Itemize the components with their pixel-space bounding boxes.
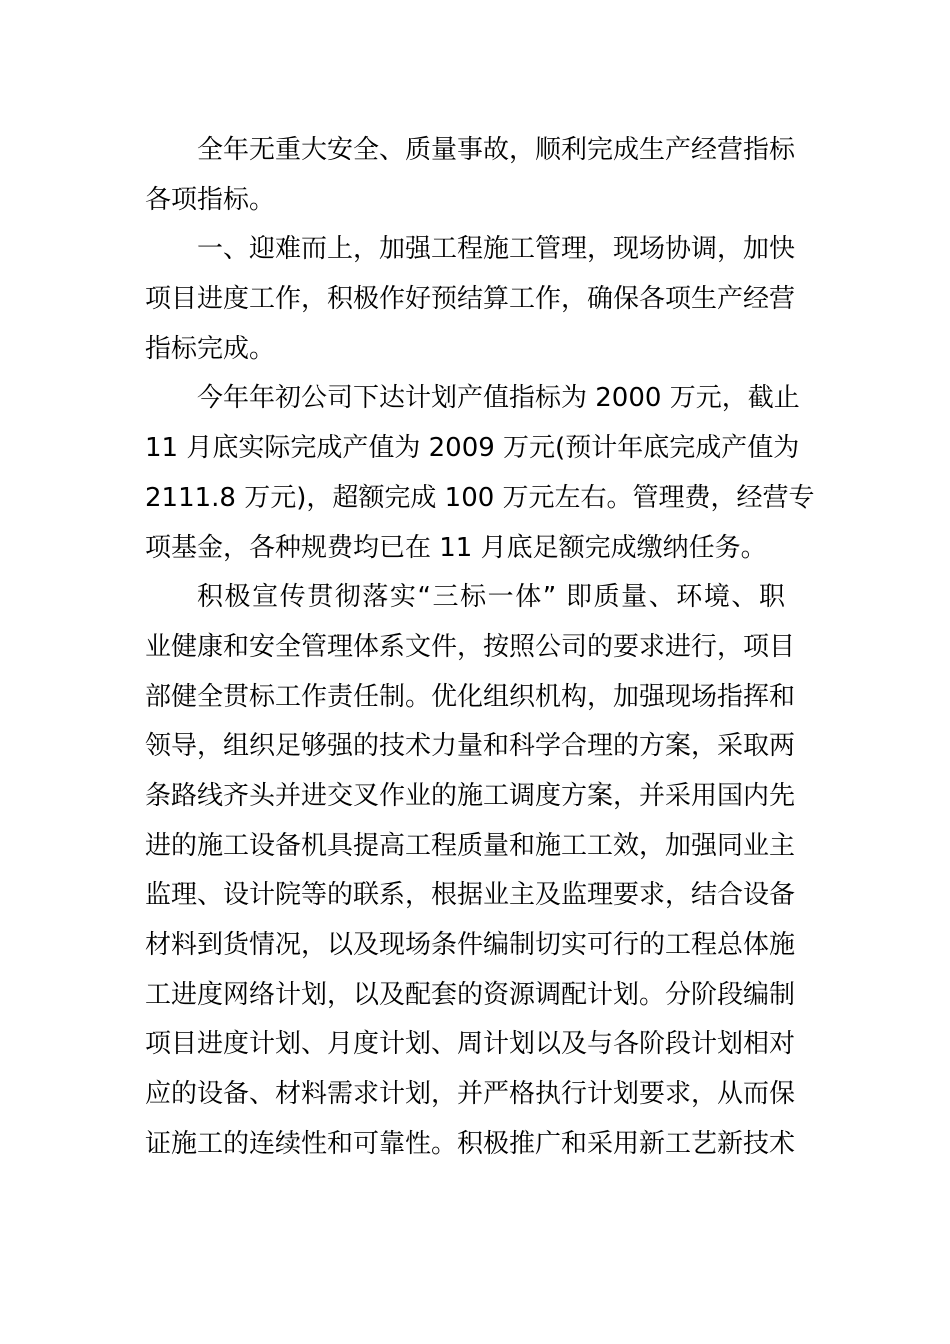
paragraph [145,374,815,573]
text-line: 2111.8 万元)，超额完成 100 万元左右。管理费，经营专 [145,482,815,513]
text-line: 一、迎难而上，加强工程施工管理，现场协调，加快 [197,234,796,265]
text-line: 各项指标。 [145,184,276,215]
text-line: 11 月底实际完成产值为 2009 万元(预计年底完成产值为 [145,433,800,464]
paragraph [145,225,796,374]
text-line: 条路线齐头并进交叉作业的施工调度方案，并采用国内先 [145,780,796,811]
text-line: 指标完成。 [145,333,276,364]
text-line: 项目进度计划、月度计划、周计划以及与各阶段计划相对 [145,1029,796,1060]
text-line: 积极宣传贯彻落实“三标一体” 即质量、环境、职 [197,582,785,613]
text-line: 监理、设计院等的联系，根据业主及监理要求，结合设备 [145,880,796,911]
text-line: 进的施工设备机具提高工程质量和施工工效，加强同业主 [145,830,796,861]
text-line: 材料到货情况，以及现场条件编制切实可行的工程总体施 [145,930,796,960]
document-body [145,126,815,1169]
text-line: 部健全贯标工作责任制。优化组织机构，加强现场指挥和 [145,681,796,712]
text-line: 证施工的连续性和可靠性。积极推广和采用新工艺新技术 [145,1128,796,1159]
text-line: 项目进度工作，积极作好预结算工作，确保各项生产经营 [145,284,796,315]
text-line: 业健康和安全管理体系文件，按照公司的要求进行，项目 [145,631,796,662]
text-line: 项基金，各种规费均已在 11 月底足额完成缴纳任务。 [145,532,767,563]
text-line: 领导，组织足够强的技术力量和科学合理的方案，采取两 [145,731,796,762]
text-line: 工进度网络计划，以及配套的资源调配计划。分阶段编制 [145,979,796,1010]
text-line: 今年年初公司下达计划产值指标为 2000 万元，截止 [197,383,800,414]
paragraph [145,573,796,1169]
paragraph [145,126,796,225]
text-line: 应的设备、材料需求计划，并严格执行计划要求，从而保 [145,1079,796,1110]
text-line: 全年无重大安全、质量事故，顺利完成生产经营指标 [197,135,796,165]
